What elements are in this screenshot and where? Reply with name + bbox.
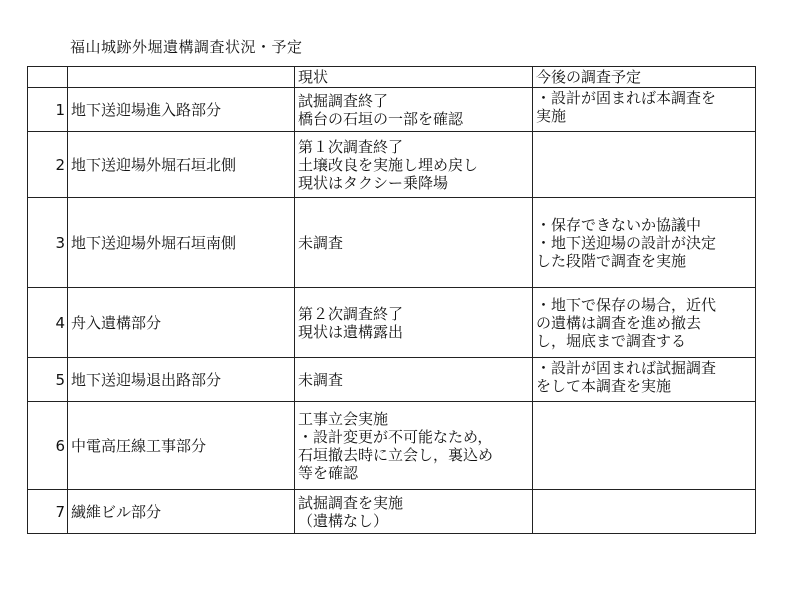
- plan-line: の遺構は調査を進め撤去: [536, 313, 702, 332]
- status-line: 工事立会実施: [298, 409, 389, 428]
- plan-line: ・地下で保存の場合，近代: [536, 295, 717, 314]
- status-cell: [295, 490, 533, 534]
- table-row: [28, 198, 756, 288]
- plan-cell: [533, 88, 756, 132]
- status-line: 橋台の石垣の一部を確認: [298, 109, 464, 128]
- plan-line: ・保存できないか協議中: [536, 215, 702, 234]
- status-line: 第１次調査終了: [298, 137, 404, 156]
- header-status: 現状: [295, 67, 533, 88]
- row-number: 2: [28, 132, 68, 198]
- status-line: 等を確認: [298, 463, 359, 482]
- row-number: 4: [28, 288, 68, 358]
- table-row: [28, 88, 756, 132]
- table-row: [28, 490, 756, 534]
- table-row: [28, 288, 756, 358]
- table-row: [28, 402, 756, 490]
- header-plan: 今後の調査予定: [533, 67, 756, 88]
- table-row: [28, 358, 756, 402]
- plan-cell: [533, 490, 756, 534]
- status-line: 第２次調査終了: [298, 304, 404, 323]
- status-cell: [295, 132, 533, 198]
- plan-line: ・地下送迎場の設計が決定: [536, 233, 717, 252]
- status-line: 未調査: [298, 233, 344, 252]
- header-location: [68, 67, 295, 88]
- status-line: 現状はタクシー乗降場: [298, 173, 449, 192]
- status-line: 石垣撤去時に立会し，裏込め: [298, 445, 494, 464]
- status-line: ・設計変更が不可能なため，: [298, 427, 493, 446]
- row-number: 7: [28, 490, 68, 534]
- status-cell: [295, 198, 533, 288]
- survey-table: [27, 66, 756, 534]
- status-cell: [295, 358, 533, 402]
- status-line: （遺構なし）: [298, 511, 389, 530]
- plan-cell: [533, 288, 756, 358]
- plan-line: をして本調査を実施: [536, 377, 672, 395]
- status-cell: [295, 402, 533, 490]
- plan-cell: [533, 358, 756, 402]
- status-cell: [295, 288, 533, 358]
- header-row: [28, 67, 756, 88]
- table-row: [28, 132, 756, 198]
- row-number: 3: [28, 198, 68, 288]
- location-cell: 地下送迎場外堀石垣南側: [68, 198, 295, 288]
- header-number: [28, 67, 68, 88]
- row-number: 5: [28, 358, 68, 402]
- row-number: 1: [28, 88, 68, 132]
- location-cell: 地下送迎場退出路部分: [68, 358, 295, 402]
- location-cell: 中電高圧線工事部分: [68, 402, 295, 490]
- plan-line: 実施: [536, 107, 567, 125]
- plan-cell: [533, 198, 756, 288]
- status-cell: [295, 88, 533, 132]
- status-line: 土壌改良を実施し埋め戻し: [298, 155, 479, 174]
- plan-line: ・設計が固まれば試掘調査: [536, 359, 717, 377]
- location-cell: 繊維ビル部分: [68, 490, 295, 534]
- status-line: 試掘調査終了: [298, 91, 389, 110]
- location-cell: 舟入遺構部分: [68, 288, 295, 358]
- status-line: 試掘調査を実施: [298, 493, 404, 512]
- status-line: 未調査: [298, 370, 344, 389]
- status-line: 現状は遺構露出: [298, 322, 404, 341]
- plan-line: した段階で調査を実施: [536, 251, 687, 270]
- plan-line: し，堀底まで調査する: [536, 331, 687, 350]
- plan-cell: [533, 132, 756, 198]
- document-title: 福山城跡外堀遺構調査状況・予定: [70, 38, 303, 56]
- location-cell: 地下送迎場外堀石垣北側: [68, 132, 295, 198]
- plan-line: ・設計が固まれば本調査を: [536, 89, 717, 107]
- location-cell: 地下送迎場進入路部分: [68, 88, 295, 132]
- plan-cell: [533, 402, 756, 490]
- row-number: 6: [28, 402, 68, 490]
